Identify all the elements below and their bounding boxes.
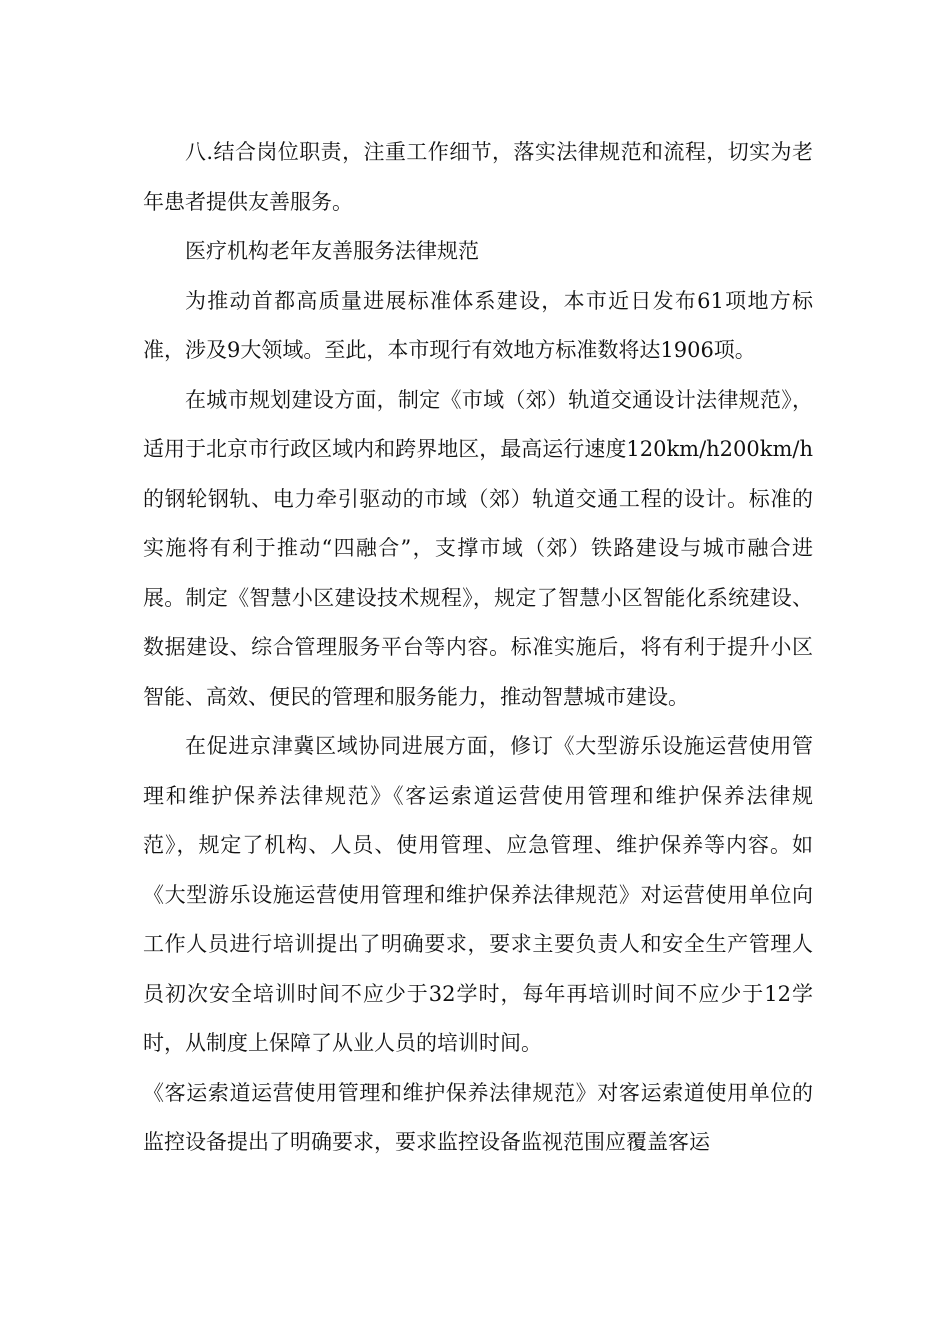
paragraph-standards-overview: 为推动首都高质量进展标准体系建设，本市近日发布61项地方标准，涉及9大领域。至此，本市现行有效地方标准数将达1906项。 [143, 288, 813, 362]
document-body [143, 128, 813, 1168]
section-heading: 医疗机构老年友善服务法律规范 [185, 239, 479, 263]
paragraph-urban-planning: 在城市规划建设方面，制定《市域（郊）轨道交通设计法律规范》，适用于北京市行政区域内和跨界地区，最高运行速度120km/h200km/h的钢轮钢轨、电力牵引驱动的市域（郊）轨道交通工程的设计。标准的实施将有利于推动“四融合”，支撑市域（郊）铁路建设与城市融合进展。制定《智慧小区建设技术规程》，规定了智慧小区智能化系统建设、数据建设、综合管理服务平台等内容。标准实施后，将有利于提升小区智能、高效、便民的管理和服务能力，推动智慧城市建设。 [143, 387, 813, 709]
paragraph-regional-coordination: 在促进京津冀区域协同进展方面，修订《大型游乐设施运营使用管理和维护保养法律规范》《客运索道运营使用管理和维护保养法律规范》，规定了机构、人员、使用管理、应急管理、维护保养等内容。如《大型游乐设施运营使用管理和维护保养法律规范》对运营使用单位向工作人员进行培训提出了明确要求，要求主要负责人和安全生产管理人员初次安全培训时间不应少于32学时，每年再培训时间不应少于12学时，从制度上保障了从业人员的培训时间。 [143, 734, 813, 1055]
paragraph-ropeway-standard: 《客运索道运营使用管理和维护保养法律规范》对客运索道使用单位的监控设备提出了明确要求，要求监控设备监视范围应覆盖客运 [143, 1080, 813, 1154]
paragraph-item-eight: 八.结合岗位职责，注重工作细节，落实法律规范和流程，切实为老年患者提供友善服务。 [143, 140, 813, 214]
